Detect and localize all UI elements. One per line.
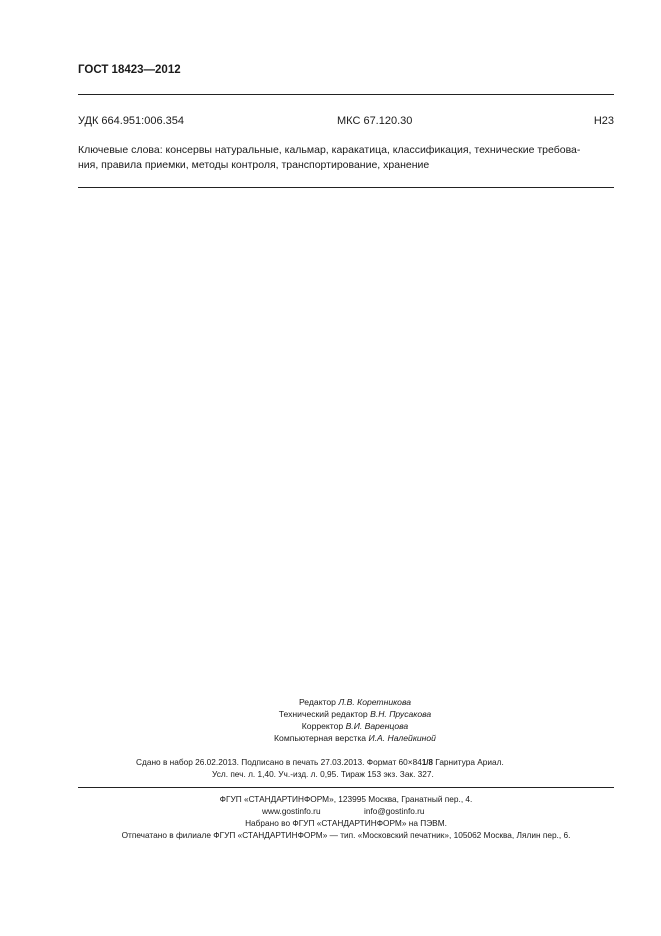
layout-label: Компьютерная верстка — [274, 733, 367, 743]
udk-code: УДК 664.951:006.354 — [78, 115, 184, 127]
keywords-block — [78, 143, 614, 173]
print-info-line-1 — [136, 757, 504, 767]
editor-label: Редактор — [298, 697, 336, 707]
tech-editor-label: Технический редактор — [278, 709, 368, 719]
classification-code: Н23 — [593, 115, 614, 127]
typeface: Гарнитура Ариал. — [432, 757, 504, 767]
mks-code: МКС 67.120.30 — [337, 115, 413, 127]
standard-title: ГОСТ 18423—2012 — [78, 64, 181, 76]
typeset-note: Набрано во ФГУП «СТАНДАРТИНФОРМ» на ПЭВМ. — [245, 818, 447, 828]
credit-layout — [220, 733, 490, 743]
format-fraction: 1/8 — [421, 758, 433, 767]
corrector-label: Корректор — [301, 721, 344, 731]
editor-name: Л.В. Коретникова — [338, 697, 412, 707]
keywords-line-2: ния, правила приемки, методы контроля, транспортирование, хранение — [78, 159, 430, 171]
keywords-line-1: Ключевые слова: консервы натуральные, кальмар, каракатица, классификация, технические требова- — [78, 144, 581, 156]
publisher-address: ФГУП «СТАНДАРТИНФОРМ», 123995 Москва, Гранатный пер., 4. — [219, 794, 473, 804]
divider-top — [78, 94, 614, 95]
print-info-line-2: Усл. печ. л. 1,40. Уч.-изд. л. 0,95. Тираж 153 экз. Зак. 327. — [212, 769, 434, 779]
credit-tech-editor — [220, 709, 490, 719]
tech-editor-name: В.Н. Прусакова — [370, 709, 432, 719]
credit-editor — [220, 697, 490, 707]
corrector-name: В.И. Варенцова — [345, 721, 409, 731]
divider-publisher — [78, 787, 614, 788]
divider-keywords — [78, 187, 614, 188]
publisher-email[interactable]: info@gostinfo.ru — [364, 806, 425, 816]
print-dates: Сдано в набор 26.02.2013. Подписано в печать 27.03.2013. Формат 60×84 — [136, 757, 422, 767]
layout-name: И.А. Налейкиной — [368, 733, 436, 743]
credit-corrector — [220, 721, 490, 731]
publisher-website[interactable]: www.gostinfo.ru — [262, 806, 321, 816]
printed-note: Отпечатано в филиале ФГУП «СТАНДАРТИНФОРМ» — тип. «Московский печатник», 105062 Москва, Лялин пер., 6. — [121, 830, 571, 840]
